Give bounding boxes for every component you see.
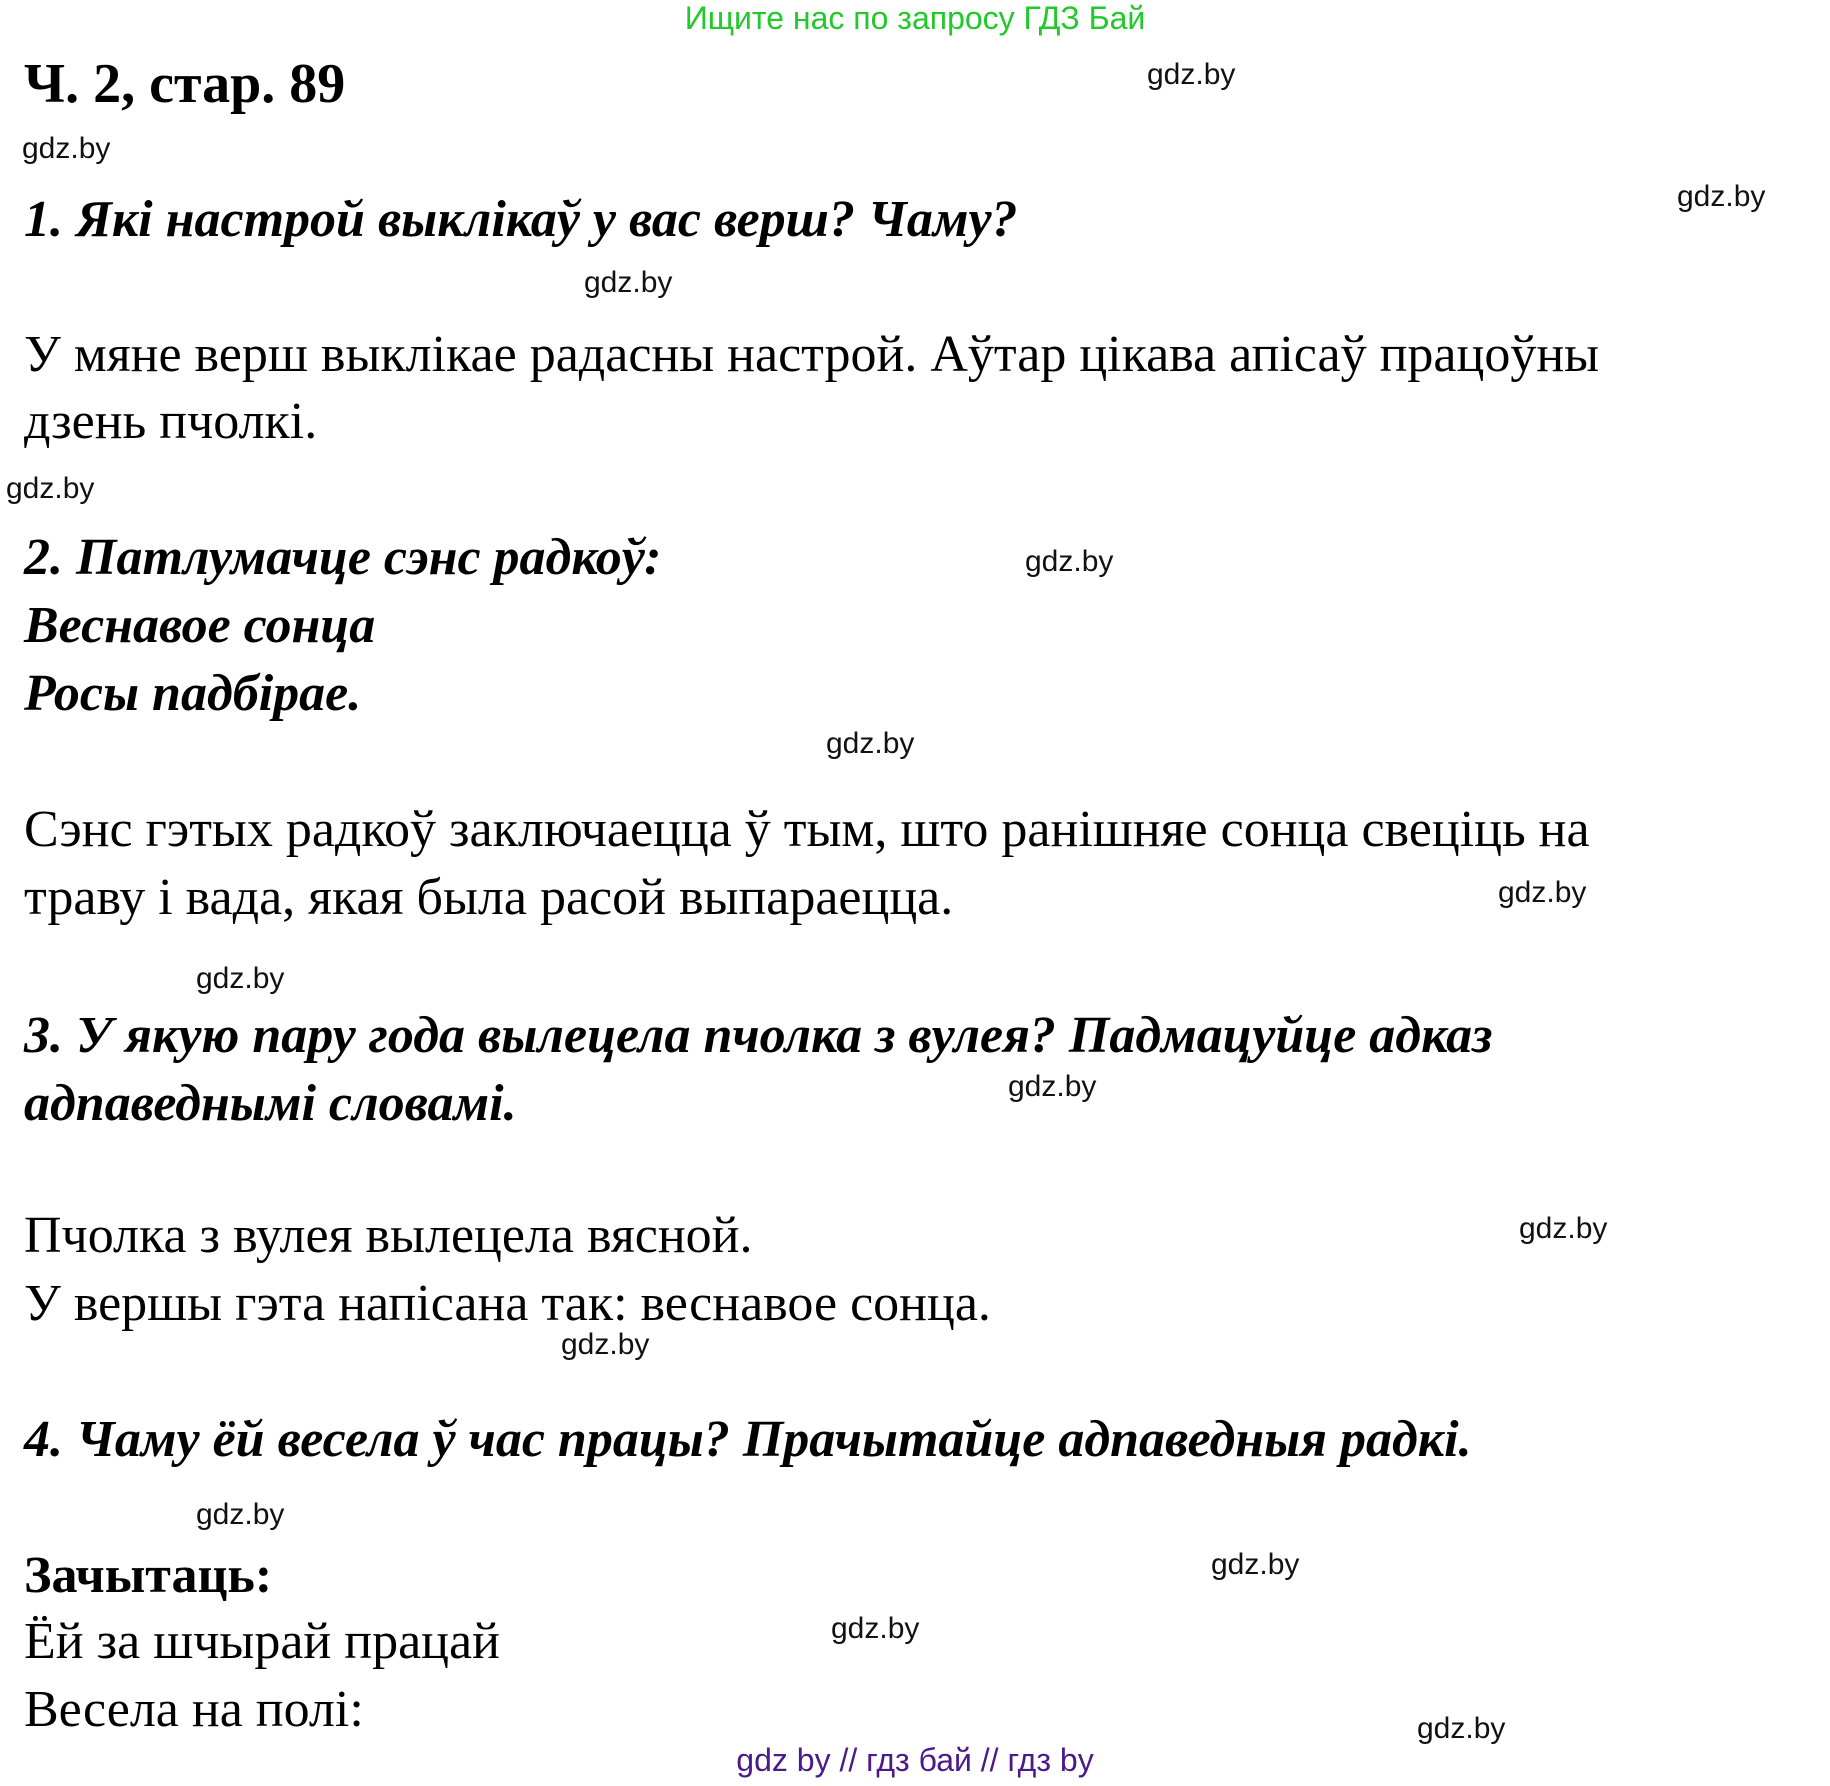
watermark: gdz.by bbox=[561, 1328, 650, 1361]
watermark: gdz.by bbox=[1211, 1548, 1300, 1581]
question-4: 4. Чаму ёй весела ў час працы? Прачытайце адпаведныя радкі. bbox=[24, 1411, 1472, 1468]
answer-1-line-2: дзень пчолкі. bbox=[24, 393, 318, 450]
answer-2-line-1: Сэнс гэтых радкоў заключаецца ў тым, што ранішняе сонца свеціць на bbox=[24, 801, 1590, 858]
question-1: 1. Які настрой выклікаў у вас верш? Чаму? bbox=[24, 191, 1018, 248]
question-2: 2. Патлумачце сэнс радкоў: bbox=[24, 529, 662, 586]
answer-3-line-1: Пчолка з вулея вылецела вясной. bbox=[24, 1207, 753, 1264]
watermark: gdz.by bbox=[1025, 545, 1114, 578]
search-banner: Ищите нас по запросу ГДЗ Бай bbox=[684, 0, 1146, 36]
watermark: gdz.by bbox=[196, 1498, 285, 1531]
question-2-quote-line-2: Росы падбірае. bbox=[24, 665, 362, 722]
page-title: Ч. 2, стар. 89 bbox=[24, 53, 346, 115]
watermark: gdz.by bbox=[1417, 1712, 1506, 1745]
watermark: gdz.by bbox=[826, 727, 915, 760]
watermark: gdz.by bbox=[831, 1612, 920, 1645]
watermark: gdz.by bbox=[1498, 876, 1587, 909]
watermark: gdz.by bbox=[196, 962, 285, 995]
question-3-line-1: 3. У якую пару года вылецела пчолка з вулея? Падмацуйце адказ bbox=[24, 1007, 1493, 1064]
watermark: gdz.by bbox=[1147, 58, 1236, 91]
answer-2-line-2: траву і вада, якая была расой выпараецца. bbox=[24, 869, 954, 926]
answer-1-line-1: У мяне верш выклікае радасны настрой. Аўтар цікава апісаў працоўны bbox=[24, 326, 1600, 383]
answer-3-line-2: У вершы гэта напісана так: веснавое сонца. bbox=[24, 1275, 991, 1332]
answer-4-line-1: Ёй за шчырай працай bbox=[24, 1613, 500, 1670]
watermark: gdz.by bbox=[22, 132, 111, 165]
answer-4-heading: Зачытаць: bbox=[24, 1547, 273, 1604]
watermark: gdz.by bbox=[1008, 1070, 1097, 1103]
footer-links: gdz by // гдз бай // гдз by bbox=[736, 1742, 1094, 1778]
question-2-quote-line-1: Веснавое сонца bbox=[24, 597, 376, 654]
question-3-line-2: адпаведнымі словамі. bbox=[24, 1075, 517, 1132]
watermark: gdz.by bbox=[584, 266, 673, 299]
watermark: gdz.by bbox=[1519, 1212, 1608, 1245]
watermark: gdz.by bbox=[6, 472, 95, 505]
answer-4-line-2: Весела на полі: bbox=[24, 1681, 364, 1738]
watermark: gdz.by bbox=[1677, 180, 1766, 213]
